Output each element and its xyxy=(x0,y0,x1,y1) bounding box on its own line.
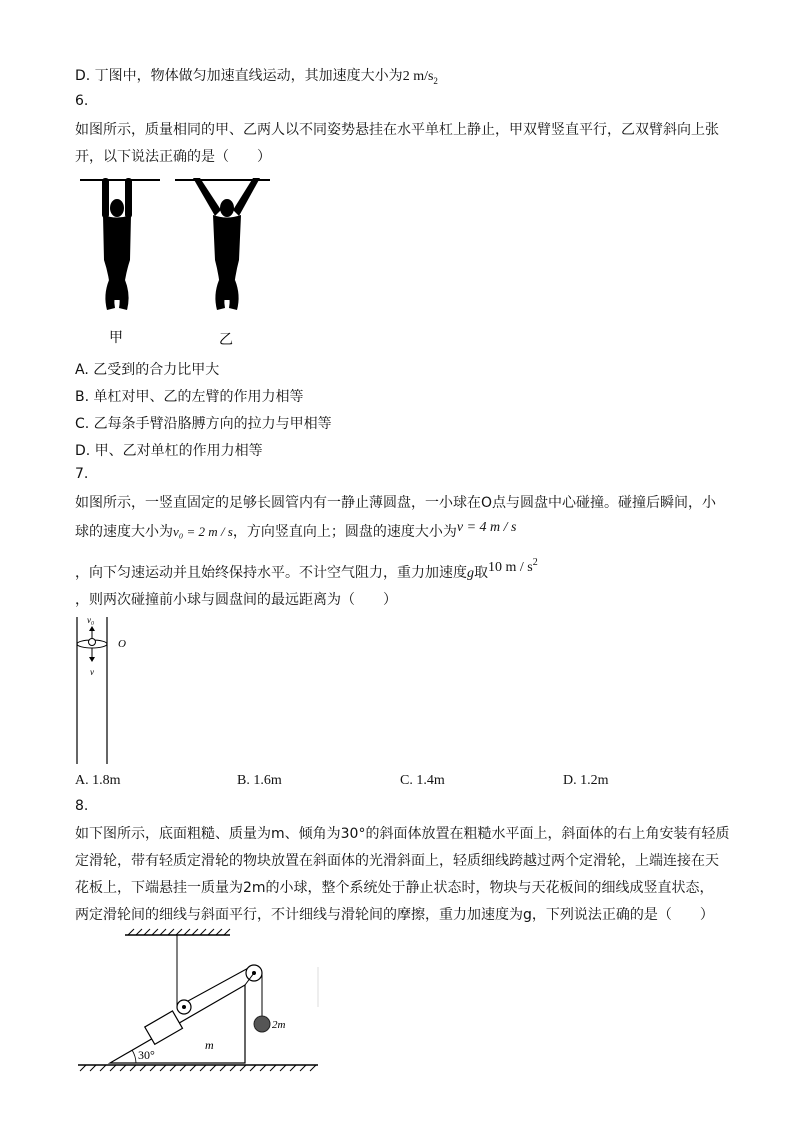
q6-figure xyxy=(75,170,275,350)
q7-v0-eq: v₀ = 2 m / s xyxy=(173,524,233,539)
q5-option-d-text: D. 丁图中，物体做匀加速直线运动，其加速度大小为 xyxy=(75,68,403,84)
q8-angle-arc xyxy=(132,1050,136,1063)
q7-line2 xyxy=(75,521,516,541)
q6-option-a: A. 乙受到的合力比甲大 xyxy=(75,362,220,378)
q8-fig-angle: 30° xyxy=(138,1048,155,1062)
q7-g-sym: g xyxy=(467,566,474,581)
q7-option-a: A. 1.8m xyxy=(75,773,121,788)
q5-option-d-value: 2 m/s xyxy=(402,69,434,84)
q8-figure xyxy=(70,925,330,1075)
q7-line4: ，则两次碰撞前小球与圆盘间的最远距离为（ ） xyxy=(75,592,397,608)
q8-ceiling-hatch xyxy=(128,929,230,935)
q6-stem-line2: 开，以下说法正确的是（ ） xyxy=(75,149,271,165)
q7-line1: 如图所示，一竖直固定的足够长圆管内有一静止薄圆盘，一小球在O点与圆盘中心碰撞。碰撞后瞬间，小 xyxy=(75,495,717,511)
q8-fig-m: m xyxy=(205,1038,214,1052)
q7-arrowhead-up xyxy=(89,626,95,631)
q5-option-d xyxy=(75,65,438,86)
q8-line1: 如下图所示，底面粗糙、质量为m、倾角为30°的斜面体放置在粗糙水平面上，斜面体的右上角安装有轻质 xyxy=(75,826,730,842)
q7-g-val: 10 m / s xyxy=(488,560,533,575)
q8-line4: 两定滑轮间的细线与斜面平行，不计细线与滑轮间的摩擦，重力加速度为g，下列说法正确的是（ ） xyxy=(75,907,714,923)
q7-figure xyxy=(70,612,140,767)
q7-g-exp: 2 xyxy=(532,557,538,569)
q7-arrowhead-down xyxy=(89,657,95,662)
q8-block-pulley-axle xyxy=(182,1005,186,1009)
q6-option-b: B. 单杠对甲、乙的左臂的作用力相等 xyxy=(75,389,304,405)
q6-option-c: C. 乙每条手臂沿胳膊方向的拉力与甲相等 xyxy=(75,416,332,432)
q7-option-b: B. 1.6m xyxy=(237,773,282,788)
q6-person-jia xyxy=(102,178,132,310)
q7-option-c: C. 1.4m xyxy=(400,773,445,788)
q6-label-yi: 乙 xyxy=(219,333,233,348)
q8-ball xyxy=(254,1016,270,1032)
q7-line3 xyxy=(75,557,538,582)
q7-fig-v0: v₀ xyxy=(87,615,95,625)
q8-fig-2m: 2m xyxy=(272,1019,286,1031)
q6-label-jia: 甲 xyxy=(109,331,123,346)
q8-line3: 花板上，下端悬挂一质量为2m的小球，整个系统处于静止状态时，物块与天花板间的细线成竖直状态， xyxy=(75,880,714,896)
q7-line2a: 球的速度大小为 xyxy=(75,524,173,540)
q7-number: 7. xyxy=(75,466,89,482)
q7-ball xyxy=(89,639,96,646)
q8-number: 8. xyxy=(75,798,89,814)
q7-fig-v: v xyxy=(90,667,94,677)
q6-person-yi xyxy=(193,178,260,310)
q7-fig-o: O xyxy=(118,638,126,650)
q6-number: 6. xyxy=(75,93,89,109)
q7-v-eq: v = 4 m / s xyxy=(456,520,517,535)
q7-option-d: D. 1.2m xyxy=(563,773,609,788)
q6-option-d: D. 甲、乙对单杠的作用力相等 xyxy=(75,443,263,459)
q8-line2: 定滑轮，带有轻质定滑轮的物块放置在斜面体的光滑斜面上，轻质细线跨越过两个定滑轮，上端连接在天 xyxy=(75,853,719,869)
q7-line3a: ，向下匀速运动并且始终保持水平。不计空气阻力，重力加速度 xyxy=(75,565,467,581)
q8-ground-hatch xyxy=(80,1065,316,1071)
q7-line3b: 取 xyxy=(474,565,488,581)
q8-string-incline xyxy=(188,966,252,1001)
q7-line2b: ，方向竖直向上；圆盘的速度大小为 xyxy=(232,524,457,540)
q6-stem-line1: 如图所示，质量相同的甲、乙两人以不同姿势悬挂在水平单杠上静止，甲双臂竖直平行，乙双臂斜向上张 xyxy=(75,122,719,138)
q5-option-d-exp: 2 xyxy=(433,75,438,86)
